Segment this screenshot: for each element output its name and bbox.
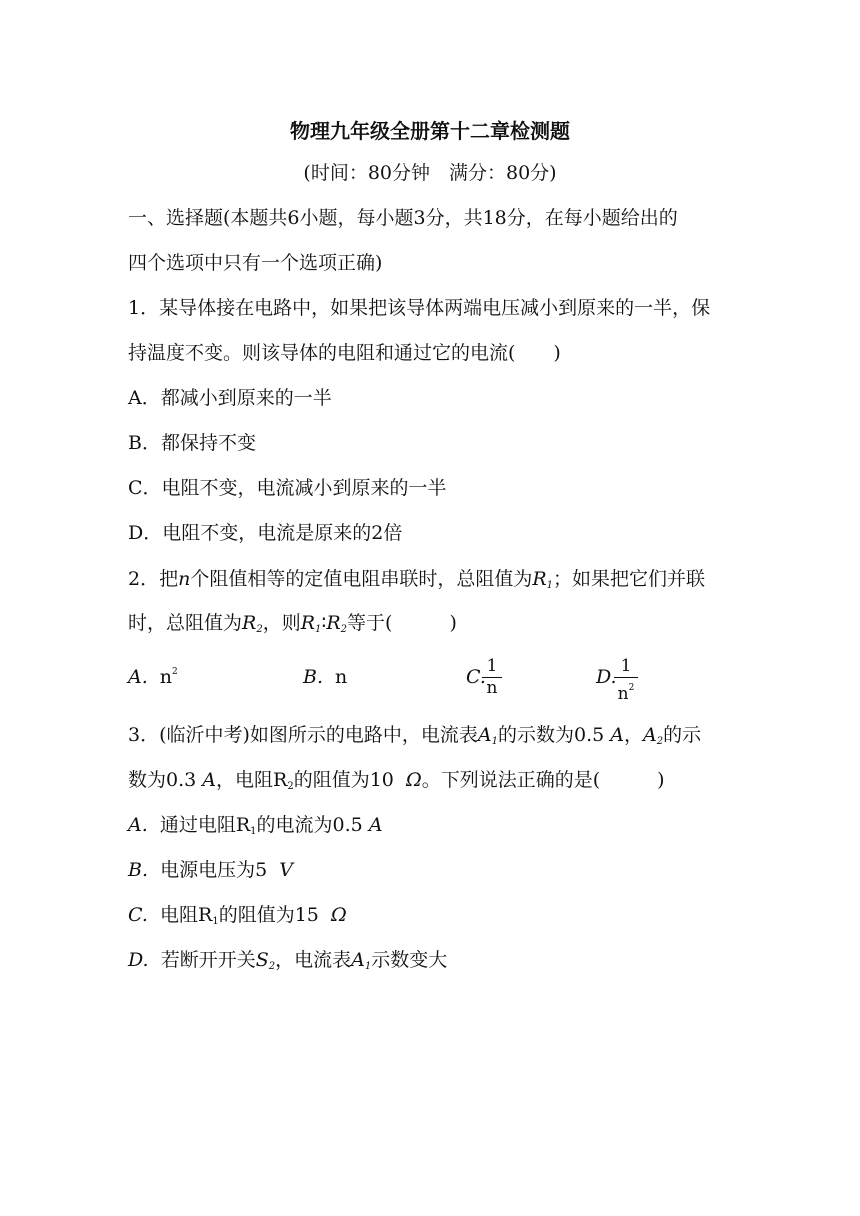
question-1-line-2: 持温度不变。则该导体的电阻和通过它的电流( ) [128,342,561,364]
section-heading-line-2: 四个选项中只有一个选项正确) [128,252,383,274]
question-3-line-1: 3．(临沂中考)如图所示的电路中，电流表$A_1$的示数为0.5 A，$A_2$的示 [128,724,702,747]
question-2-line-2: 时，总阻值为$R_2$，则$R_1∶R_2$等于( ) [128,612,457,635]
question-1-option-c: C．电阻不变，电流减小到原来的一半 [128,477,447,499]
exam-info: (时间：80分钟 满分：80分) [303,162,557,184]
question-2-option-d-label: D. [596,666,617,688]
switch-s2: $S_2$ [255,949,276,972]
ammeter-a1: $A_1$ [351,949,372,972]
question-3-option-a: A. 通过电阻$R_1$的电流为0.5 A [128,814,383,837]
question-2-option-b: B. n [303,666,348,688]
fraction-1-over-n: $\frac{1}{n}$ [482,656,502,698]
var-r2: $R_2$ [242,612,263,635]
question-1-option-d: D．电阻不变，电流是原来的2倍 [128,522,403,544]
var-r2: $R_2$ [326,612,348,635]
var-r1: $R_1$ [532,568,554,591]
section-heading-line-1: 一、选择题(本题共6小题，每小题3分，共18分，在每小题给出的 [128,207,678,229]
question-3-option-c: C. 电阻$R_1$的阻值为15 Ω [128,904,347,927]
question-2-option-a: A. $n^2$ [128,666,178,688]
var-r1: $R_1$ [300,612,322,635]
question-1-option-b: B．都保持不变 [128,432,256,454]
question-2-line-1: 2．把n个阻值相等的定值电阻串联时，总阻值为$R_1$；如果把它们并联 [128,568,706,591]
question-1-option-a: A．都减小到原来的一半 [128,387,332,409]
question-3-option-b: B. 电源电压为5 V [128,859,294,881]
question-3-line-2: 数为0.3 A，电阻$R_2$的阻值为10 Ω。下列说法正确的是( ) [128,769,665,792]
ammeter-a1: $A_1$ [477,724,499,747]
ammeter-a2: $A_2$ [643,724,664,747]
fraction-1-over-n-squared: $\frac{1}{n^2}$ [614,656,638,704]
question-2-option-c-label: C. [466,666,486,688]
question-3-option-d: D. 若断开开关$S_2$，电流表$A_1$示数变大 [128,949,448,972]
page-title: 物理九年级全册第十二章检测题 [290,119,570,143]
question-1-line-1: 1．某导体接在电路中，如果把该导体两端电压减小到原来的一半，保 [128,297,711,319]
var-n: n [178,568,191,590]
